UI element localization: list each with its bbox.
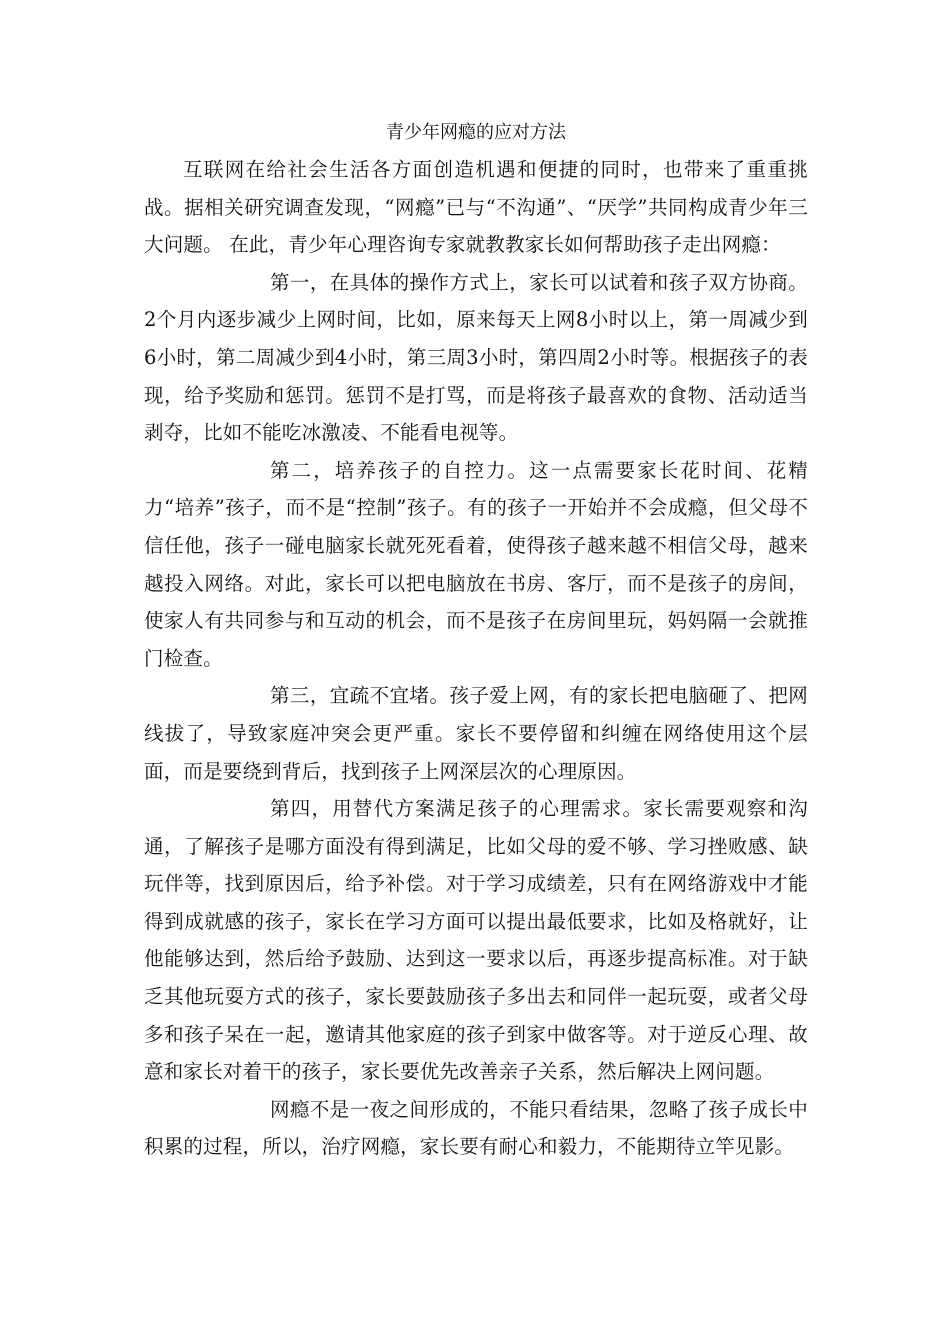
paragraph-third-method: 第三，宜疏不宜堵。孩子爱上网，有的家长把电脑砸了、把网线拔了，导致家庭冲突会更严重。家长不要停留和纠缠在网络使用这个层面，而是要绕到背后，找到孩子上网深层次的心理原因。 <box>144 684 808 783</box>
paragraph-second-method: 第二，培养孩子的自控力。这一点需要家长花时间、花精力“培养”孩子，而不是“控制”孩子。有的孩子一开始并不会成瘾，但父母不信任他，孩子一碰电脑家长就死死看着，使得孩子越来越不相信父母，越来越投入网络。对此，家长可以把电脑放在书房、客厅，而不是孩子的房间，使家人有共同参与和互动的机会，而不是孩子在房间里玩，妈妈隔一会就推门检查。 <box>144 458 808 670</box>
document-title: 青少年网瘾的应对方法 <box>386 122 566 143</box>
intro-paragraph: 互联网在给社会生活各方面创造机遇和便捷的同时，也带来了重重挑战。据相关研究调查发现，“网瘾”已与“不沟通”、“厌学”共同构成青少年三大问题。 在此，青少年心理咨询专家就教教家长如何帮助孩子走出网瘾： <box>144 158 808 257</box>
conclusion-paragraph: 网瘾不是一夜之间形成的，不能只看结果，忽略了孩子成长中积累的过程，所以，治疗网瘾，家长要有耐心和毅力，不能期待立竿见影。 <box>144 1097 808 1159</box>
paragraph-first-method: 第一，在具体的操作方式上，家长可以试着和孩子双方协商。2个月内逐步减少上网时间，比如，原来每天上网8小时以上，第一周减少到6小时，第二周减少到4小时，第三周3小时，第四周2小时等。根据孩子的表现，给予奖励和惩罚。惩罚不是打骂，而是将孩子最喜欢的食物、活动适当剥夺，比如不能吃冰激凌、不能看电视等。 <box>144 270 808 445</box>
document-body <box>144 118 808 1166</box>
paragraph-fourth-method: 第四，用替代方案满足孩子的心理需求。家长需要观察和沟通，了解孩子是哪方面没有得到满足，比如父母的爱不够、学习挫败感、缺玩伴等，找到原因后，给予补偿。对于学习成绩差，只有在网络游戏中才能得到成就感的孩子，家长在学习方面可以提出最低要求，比如及格就好，让他能够达到，然后给予鼓励、达到这一要求以后，再逐步提高标准。对于缺乏其他玩耍方式的孩子，家长要鼓励孩子多出去和同伴一起玩耍，或者父母多和孩子呆在一起，邀请其他家庭的孩子到家中做客等。对于逆反心理、故意和家长对着干的孩子，家长要优先改善亲子关系，然后解决上网问题。 <box>144 797 808 1084</box>
